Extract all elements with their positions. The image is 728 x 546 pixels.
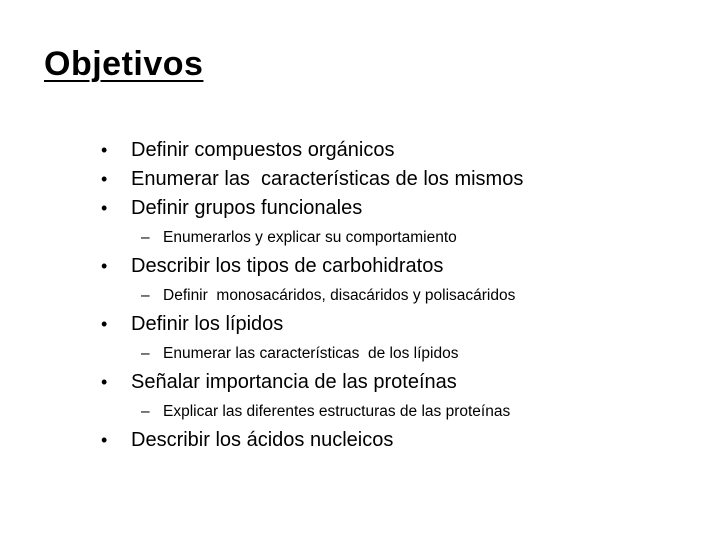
list-item <box>101 165 701 194</box>
list-item-text: Definir grupos funcionales <box>131 197 363 219</box>
sub-list-item <box>101 397 701 426</box>
list-item <box>101 252 701 281</box>
sub-list-item <box>101 223 701 252</box>
list-item-text: Definir los lípidos <box>131 313 284 335</box>
list-item-text: Describir los tipos de carbohidratos <box>131 255 444 277</box>
sub-list-item <box>101 281 701 310</box>
dash-icon: – <box>141 229 150 246</box>
bullet-icon: • <box>101 314 108 334</box>
list-item <box>101 426 701 455</box>
bullet-icon: • <box>101 169 108 189</box>
list-item-text: Señalar importancia de las proteínas <box>131 371 457 393</box>
bullet-icon: • <box>101 198 108 218</box>
objectives-list <box>101 136 701 455</box>
sub-list-item-text: Explicar las diferentes estructuras de las proteínas <box>163 403 511 420</box>
list-item-text: Definir compuestos orgánicos <box>131 139 395 161</box>
list-item <box>101 310 701 339</box>
slide-title: Objetivos <box>44 45 204 83</box>
list-item <box>101 368 701 397</box>
sub-list-item <box>101 339 701 368</box>
sub-list-item-text: Enumerar las características de los lípidos <box>163 345 459 362</box>
bullet-icon: • <box>101 256 108 276</box>
dash-icon: – <box>141 345 150 362</box>
bullet-icon: • <box>101 430 108 450</box>
list-item-text: Describir los ácidos nucleicos <box>131 429 394 451</box>
list-item <box>101 136 701 165</box>
dash-icon: – <box>141 287 150 304</box>
bullet-icon: • <box>101 140 108 160</box>
bullet-icon: • <box>101 372 108 392</box>
dash-icon: – <box>141 403 150 420</box>
list-item <box>101 194 701 223</box>
sub-list-item-text: Definir monosacáridos, disacáridos y polisacáridos <box>163 287 516 304</box>
sub-list-item-text: Enumerarlos y explicar su comportamiento <box>163 229 457 246</box>
list-item-text: Enumerar las características de los mismos <box>131 168 524 190</box>
